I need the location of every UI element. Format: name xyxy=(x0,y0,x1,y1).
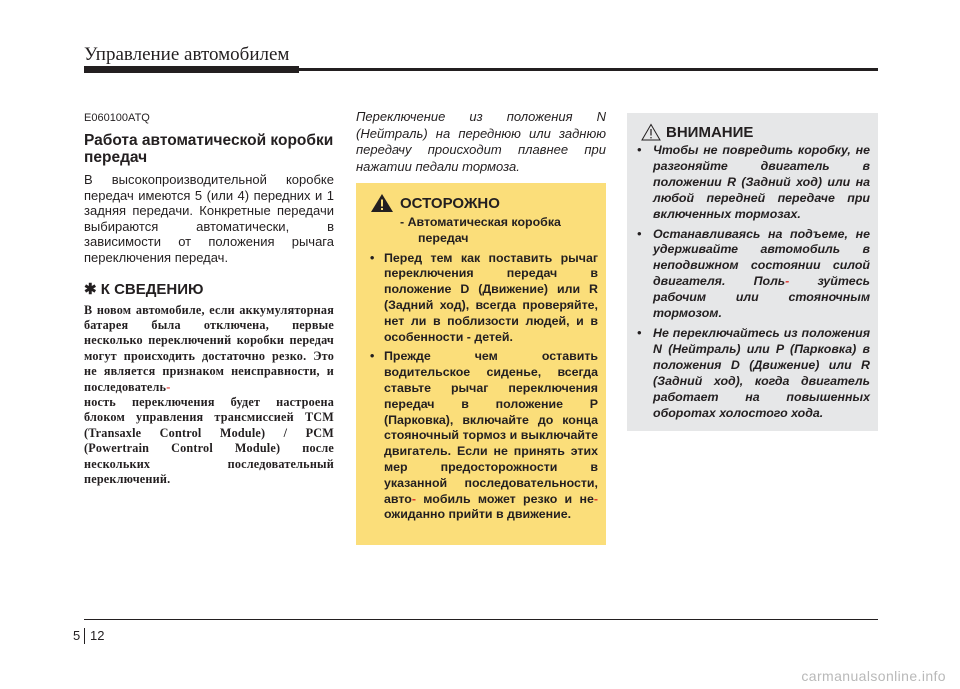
caution-hyphen: - xyxy=(785,274,790,289)
left-column xyxy=(84,112,334,487)
intro-paragraph: Переключение из положения N (Нейтраль) на переднюю или заднюю передачу происходит плавнее при нажатии педали тормоза. xyxy=(356,109,606,174)
section-title: Работа автоматической коробки передач xyxy=(84,132,334,166)
warning-item-2 xyxy=(370,349,598,523)
warning-hyphen-2: - xyxy=(593,491,598,506)
page-number-divider xyxy=(84,628,85,644)
warning-item-2-part-c: ожиданно прийти в движение. xyxy=(384,507,572,522)
caution-item-2 xyxy=(637,227,870,322)
warning-subtitle-line2: передач xyxy=(418,230,469,245)
note-heading xyxy=(84,280,334,298)
warning-item-2-part-a: Прежде чем оставить водительское сиденье, всегда ставьте рычаг переключения передач в положение P (Парковка), включайте до конца стояночный тормоз и выключайте двигатель. Если не принять этих мер предосторожности в указанной последовательности, авто xyxy=(384,349,598,506)
warning-subtitle-line1: - Автоматическая коробка xyxy=(400,215,561,229)
caution-title-label: ВНИМАНИЕ xyxy=(666,123,754,141)
warning-item-2-part-b: мобиль может резко и не xyxy=(423,491,594,506)
caution-item-2-part-a: Останавливаясь на подъеме, не удерживайте автомобиль в неподвижном состоянии силой двигателя. Поль xyxy=(653,226,870,289)
header-rule xyxy=(84,68,878,71)
section-body: В высокопроизводительной коробке передач имеются 5 (или 4) передних и 1 задняя передачи. Конкретные передачи выбираются автоматически, в зависимости от положения рычага переключения передач. xyxy=(84,172,334,265)
chapter-number: 5 xyxy=(73,628,81,643)
note-text xyxy=(84,303,334,488)
caution-title xyxy=(641,123,870,141)
note-hyphen: - xyxy=(166,379,171,394)
caution-list xyxy=(637,143,870,421)
warning-title-label: ОСТОРОЖНО xyxy=(400,194,500,212)
warning-list xyxy=(370,251,598,524)
note-heading-label: К СВЕДЕНИЮ xyxy=(100,280,204,298)
watermark: carmanualsonline.info xyxy=(801,668,946,684)
warning-title xyxy=(370,193,598,213)
asterisk-icon: ✱ xyxy=(84,280,97,298)
footer-rule xyxy=(84,619,878,620)
page-header-title: Управление автомобилем xyxy=(84,44,290,65)
warning-item-1: • Перед тем как поставить рычаг переключения передач в положение D (Движение) или R (Задний ход), всегда проверяйте, нет ли в поблизости людей, и в особенности - детей. xyxy=(370,251,598,346)
caution-box xyxy=(627,113,878,431)
note-text-part-b: ность переключения будет настроена блоком управления трансмиссией TCM (Transaxle Control Module) / PCM (Powertrain Control Module) после нескольких последовательный переключений. xyxy=(84,395,334,487)
note-text-part-a: В новом автомобиле, если аккумуляторная батарея была отключена, первые несколько переключений коробки передач могут происходить достаточно резко. Это не является признаком неисправности, и последователь xyxy=(84,302,334,394)
warning-triangle-icon xyxy=(370,193,394,213)
doc-code: E060100ATQ xyxy=(84,112,150,124)
caution-item-3: • Не переключайтесь из положения N (Нейтраль) или P (Парковка) в положения D (Движение) или R (Задний ход), когда двигатель работает на повышенных оборотах холостого хода. xyxy=(637,326,870,421)
caution-triangle-icon xyxy=(641,123,661,141)
caution-item-1: • Чтобы не повредить коробку, не разгоняйте двигатель в положении R (Задний ход) или на любой передней передаче при включенных тормозах. xyxy=(637,143,870,223)
warning-box xyxy=(356,183,606,545)
caution-item-2-part-b: зуйтесь рабочим или стояночным тормозом. xyxy=(653,274,870,321)
page-number: 12 xyxy=(90,628,105,643)
warning-hyphen-1: - xyxy=(411,491,416,506)
